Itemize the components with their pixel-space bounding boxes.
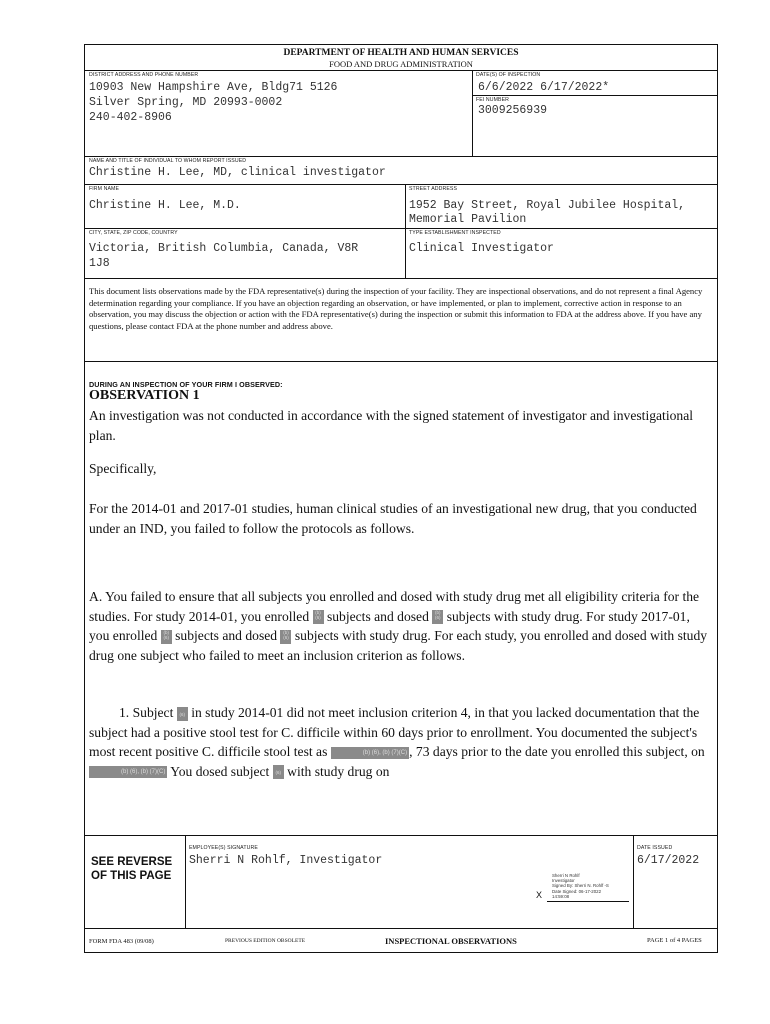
paragraph-a-s4: subjects and dosed — [175, 628, 278, 643]
firm-name: Christine H. Lee, M.D. — [89, 199, 241, 212]
fei-number-label: FEI NUMBER — [476, 97, 509, 103]
street-address-line2: Memorial Pavilion — [409, 213, 527, 226]
paragraph-a-s1: A. You failed to ensure that all subjects you enrolled and dosed with study drug met all eligibility criteria for the studies. For study 2014-01, you enrolled — [89, 589, 700, 624]
item-1-s5: with study drug on — [287, 763, 390, 779]
observation-summary: An investigation was not conducted in accordance with the signed statement of investigator and investigational plan. — [89, 408, 694, 443]
city-line1: Victoria, British Columbia, Canada, V8R — [89, 242, 359, 255]
digital-signature-block: Sherri N Rohlf Investigator Signed By: Sherri N. Rohlf -S Date Signed: 06-17-2022 14:59:08 — [552, 873, 609, 899]
firm-name-label: FIRM NAME — [89, 186, 120, 192]
observed-intro: DURING AN INSPECTION OF YOUR FIRM I OBSERVED: — [89, 380, 283, 389]
item-1-s2: in study 2014-01 did not meet inclusion criterion 4, in that you lacked documentation that the subject had a positive stool test for C. difficile within 60 days prior to enrollment. You documented the subject's most recent positive C. difficile stool test as — [89, 705, 700, 759]
employee-signature-label: EMPLOYEE(S) SIGNATURE — [189, 845, 258, 851]
inspection-dates-label: DATE(S) OF INSPECTION — [476, 72, 541, 78]
employee-signature: Sherri N Rohlf, Investigator — [189, 854, 383, 867]
redaction-box: (b) (6), (b) (7)(C) — [331, 747, 409, 759]
paragraph-a — [89, 587, 713, 665]
redaction-box: (b) (6) — [313, 610, 324, 624]
district-address-line2: Silver Spring, MD 20993-0002 — [89, 96, 283, 109]
redaction-box: (6) — [177, 707, 188, 721]
form-number: FORM FDA 483 (09/08) — [89, 938, 154, 945]
street-address-line1: 1952 Bay Street, Royal Jubilee Hospital, — [409, 199, 686, 212]
redaction-box: (6) — [273, 765, 284, 779]
paragraph-a-s2: subjects and dosed — [326, 608, 429, 624]
footer-title: INSPECTIONAL OBSERVATIONS — [385, 936, 517, 946]
item-1-s1: 1. Subject — [119, 705, 174, 720]
city-label: CITY, STATE, ZIP CODE, COUNTRY — [89, 230, 178, 236]
individual-label: NAME AND TITLE OF INDIVIDUAL TO WHOM REPORT ISSUED — [89, 158, 247, 164]
item-1-paragraph — [89, 703, 713, 781]
establishment-type: Clinical Investigator — [409, 242, 554, 255]
district-address-label: DISTRICT ADDRESS AND PHONE NUMBER — [89, 72, 199, 78]
page-number: PAGE 1 of 4 PAGES — [647, 937, 702, 944]
date-issued: 6/17/2022 — [637, 854, 700, 867]
studies-paragraph: For the 2014-01 and 2017-01 studies, human clinical studies of an investigational new drug, that you conducted under an IND, you failed to follow the protocols as follows. — [89, 501, 697, 536]
city-line2: 1J8 — [89, 257, 110, 270]
redaction-box: (b) (6) — [280, 630, 291, 644]
paragraph-a-s5: subjects with study drug. For each study, you enrolled and dosed with study drug one subject who failed to meet an inclusion criterion as follows. — [89, 628, 708, 663]
item-1-s4: You dosed subject — [170, 763, 270, 779]
district-phone: 240-402-8906 — [89, 111, 172, 124]
see-reverse-note: SEE REVERSE OF THIS PAGE — [91, 856, 173, 882]
individual-name: Christine H. Lee, MD, clinical investigator — [89, 166, 386, 179]
observation-title: OBSERVATION 1 — [89, 388, 200, 403]
fei-number: 3009256939 — [478, 104, 548, 117]
date-issued-label: DATE ISSUED — [637, 845, 673, 851]
paragraph-a-s3: subjects with study drug. For study 2017-01, you enrolled — [89, 608, 690, 643]
redaction-box: (b) (6) — [161, 630, 172, 644]
district-address-line1: 10903 New Hampshire Ave, Bldg71 5126 — [89, 81, 338, 94]
establishment-type-label: TYPE ESTABLISHMENT INSPECTED — [409, 230, 501, 236]
inspection-dates: 6/6/2022 6/17/2022* — [478, 81, 610, 94]
agency-heading: FOOD AND DRUG ADMINISTRATION — [329, 59, 473, 69]
redaction-box: (b) (6) — [432, 610, 443, 624]
previous-edition: PREVIOUS EDITION OBSOLETE — [225, 938, 306, 944]
redaction-box: (b) (6), (b) (7)(C) — [89, 766, 167, 778]
item-1-s3: , 73 days prior to the date you enrolled this subject, on — [409, 744, 705, 759]
street-address-label: STREET ADDRESS — [409, 186, 458, 192]
notice-text: This document lists observations made by the FDA representative(s) during the inspection of your facility. They are inspectional observations, and do not represent a final Agency determination regarding your compliance. If you have an objection regarding an observation, or have implemented, or plan to implement, corrective action in response to an observation, you may discuss the objection or action with the FDA representative(s) during the inspection or submit this information to FDA at the address above. If you have any questions, please contact FDA at the phone number and address above. — [89, 286, 703, 331]
fda-483-form — [84, 44, 718, 953]
signature-x-mark: X — [536, 890, 543, 900]
specifically-text: Specifically, — [89, 461, 157, 476]
department-heading: DEPARTMENT OF HEALTH AND HUMAN SERVICES — [283, 48, 519, 58]
